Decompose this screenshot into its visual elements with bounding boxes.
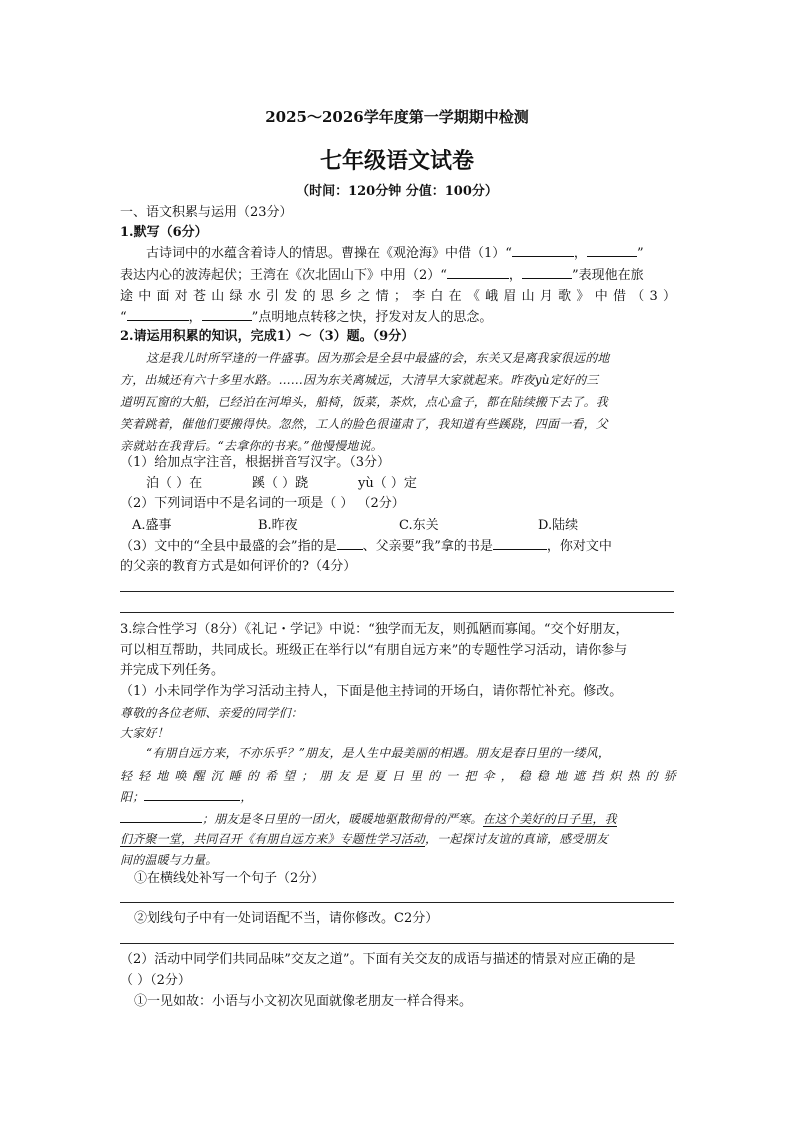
q1-line4-tail: ”点明地点转移之快，抒发对友人的思念。 (251, 310, 493, 325)
q1-comma-1: ， (573, 246, 587, 261)
blank-2a[interactable] (447, 264, 509, 279)
q1-comma-2: ， (508, 268, 522, 283)
pinyin-item-c: yù（ ）定 (358, 476, 417, 491)
q1-line4 (120, 306, 676, 328)
option-a: A.盛事 (132, 518, 172, 533)
speech-line-1: “有朋自远方来，不亦乐乎？”朋友，是人生中最美丽的相遇。朋友是春日里的一缕风， (146, 746, 611, 760)
q3-line3: 并完成下列任务。 (120, 663, 225, 678)
passage-line-3: 道明瓦窗的大船，已经泊在河埠头，船椅，饭菜，茶炊，点心盒子，都在陆续搬下去了。我 (120, 395, 609, 409)
blank-event[interactable] (337, 535, 363, 550)
blank-3a[interactable] (127, 306, 189, 321)
speech-comma: ， (240, 790, 253, 804)
q3-line1: 3.综合性学习（8分）《礼记・学记》中说：“独学而无友，则孤陋而寡闻。“交个好朋友， (120, 622, 629, 637)
q2-sub2: （2）下列词语中不是名词的一项是（ ） （2分） (120, 496, 405, 511)
passage-line-1: 这是我儿时所罕逢的一件盛事。因为那会是全县中最盛的会，东关又是离我家很远的地 (146, 351, 610, 365)
pinyin-item-b: 蹊（ ）跷 (252, 476, 309, 491)
answer-line-1[interactable] (120, 591, 674, 592)
q3-line2: 可以相互帮助，共同成长。班级正在举行以“有朋自远方来”的专题性学习活动，请你参与 (120, 643, 628, 658)
passage-line-5: 亲就站在我背后。“去拿你的书来。”他慢慢地说。 (120, 439, 383, 453)
q2-sub3-line1 (120, 535, 676, 557)
q2-label: 2.请运用积累的知识，完成1）～（3）题。（9分） (120, 329, 415, 344)
q1-quote-open-4: “ (120, 310, 127, 325)
speech-line-6: 间的温暖与力量。 (120, 853, 218, 867)
blank-2b[interactable] (522, 264, 572, 279)
q2-sub1: （1）给加点字注音，根据拼音写汉字。（3分） (120, 455, 391, 470)
section-heading: 一、语文积累与运用（23分） (120, 205, 293, 220)
answer-line-2[interactable] (120, 612, 674, 613)
speech-winter: ；朋友是冬日里的一团火，暖暖地驱散彻骨的严寒。 (202, 812, 483, 826)
q3-sub2-line2: （ ）（2分） (120, 973, 191, 988)
blank-autumn-b[interactable] (120, 808, 202, 823)
blank-1a[interactable] (512, 242, 574, 257)
q1-line2-text: 表达内心的波涛起伏；王湾在《次北固山下》中用（2）“ (120, 268, 447, 283)
speech-line-4 (120, 808, 676, 830)
q2-sub2-options (120, 515, 688, 536)
speech-line-5 (120, 829, 676, 850)
q2-sub3-text-c: ，你对文中 (546, 539, 612, 554)
q1-line2 (120, 264, 676, 286)
q3-sub2-line1: （2）活动中同学们共同品味”交友之道”。下面有关交友的成语与描述的情景对应正确的是 (120, 952, 636, 967)
answer-line-3[interactable] (120, 902, 674, 903)
blank-3b[interactable] (202, 306, 252, 321)
q3-sub1: （1）小未同学作为学习活动主持人，下面是他主持词的开场白，请你帮忙补充。修改。 (120, 684, 623, 699)
q3-task1: ①在横线处补写一个句子（2分） (134, 871, 325, 886)
paper-title: 七年级语文试卷 (319, 148, 474, 174)
answer-line-4[interactable] (120, 943, 674, 944)
pinyin-item-a: 泊（ ）在 (146, 476, 203, 491)
q1-line1-text: 古诗词中的水蕴含着诗人的情思。曹操在《观沧海》中借（1）“ (146, 246, 512, 261)
q3-sub2-item-1: ①一见如故：小语与小文初次见面就像老朋友一样合得来。 (134, 994, 473, 1009)
q1-label: 1.默写（6分） (120, 225, 208, 240)
blank-1b[interactable] (587, 242, 637, 257)
speech-greeting-2: 大家好！ (120, 726, 169, 740)
option-c: C.东关 (399, 518, 439, 533)
q1-line1 (120, 242, 702, 264)
option-b: B.昨夜 (258, 518, 298, 533)
underlined-sentence-part1: 在这个美好的日子里，我 (482, 812, 617, 826)
speech-yang: 阳； (120, 790, 145, 804)
speech-line-5-tail: ，一起探讨友谊的真谛，感受朋友 (425, 832, 609, 846)
speech-greeting-1: 尊敬的各位老师、亲爱的同学们： (120, 706, 304, 720)
q2-sub3-text-b: 、父亲要”我”拿的书是 (362, 539, 493, 554)
speech-line-2: 轻轻地唤醒沉睡的希望；朋友是夏日里的一把伞，稳稳地遮挡炽热的骄 (120, 769, 676, 783)
passage-line-4: 笑着跳着，催他们要搬得快。忽然，工人的脸色很谨肃了，我知道有些蹊跷，四面一看，父 (120, 417, 609, 431)
blank-autumn-a[interactable] (144, 786, 240, 801)
underlined-sentence-part2: 们齐聚一堂，共同召开《有朋自远方来》专题性学习活动 (120, 832, 426, 846)
passage-line-2: 方，出城还有六十多里水路。……因为东关离城远，大清早大家就起来。昨夜yù定好的三 (120, 373, 599, 387)
q2-sub3-line2: 的父亲的教育方式是如何评价的?（4分） (120, 559, 357, 574)
q1-line2-tail: ”表现他在旅 (571, 268, 644, 283)
option-d: D.陆续 (538, 518, 579, 533)
q3-task2: ②划线句子中有一处词语配不当，请你修改。C2分） (134, 911, 439, 926)
q1-quote-close-1: ” (636, 246, 644, 261)
q1-comma-4: ， (188, 310, 202, 325)
speech-line-3 (120, 786, 676, 808)
exam-title: 2025～2026学年度第一学期期中检测 (265, 108, 529, 126)
q2-sub3-text-a: （3）文中的“全县中最盛的会”指的是 (120, 539, 337, 554)
q2-sub1-items (120, 473, 702, 494)
q1-line3: 途中面对苍山绿水引发的思乡之情；李白在《峨眉山月歌》中借（3） (120, 289, 676, 304)
blank-book[interactable] (493, 535, 547, 550)
time-score-info: （时间：120分钟 分值：100分） (296, 184, 498, 199)
